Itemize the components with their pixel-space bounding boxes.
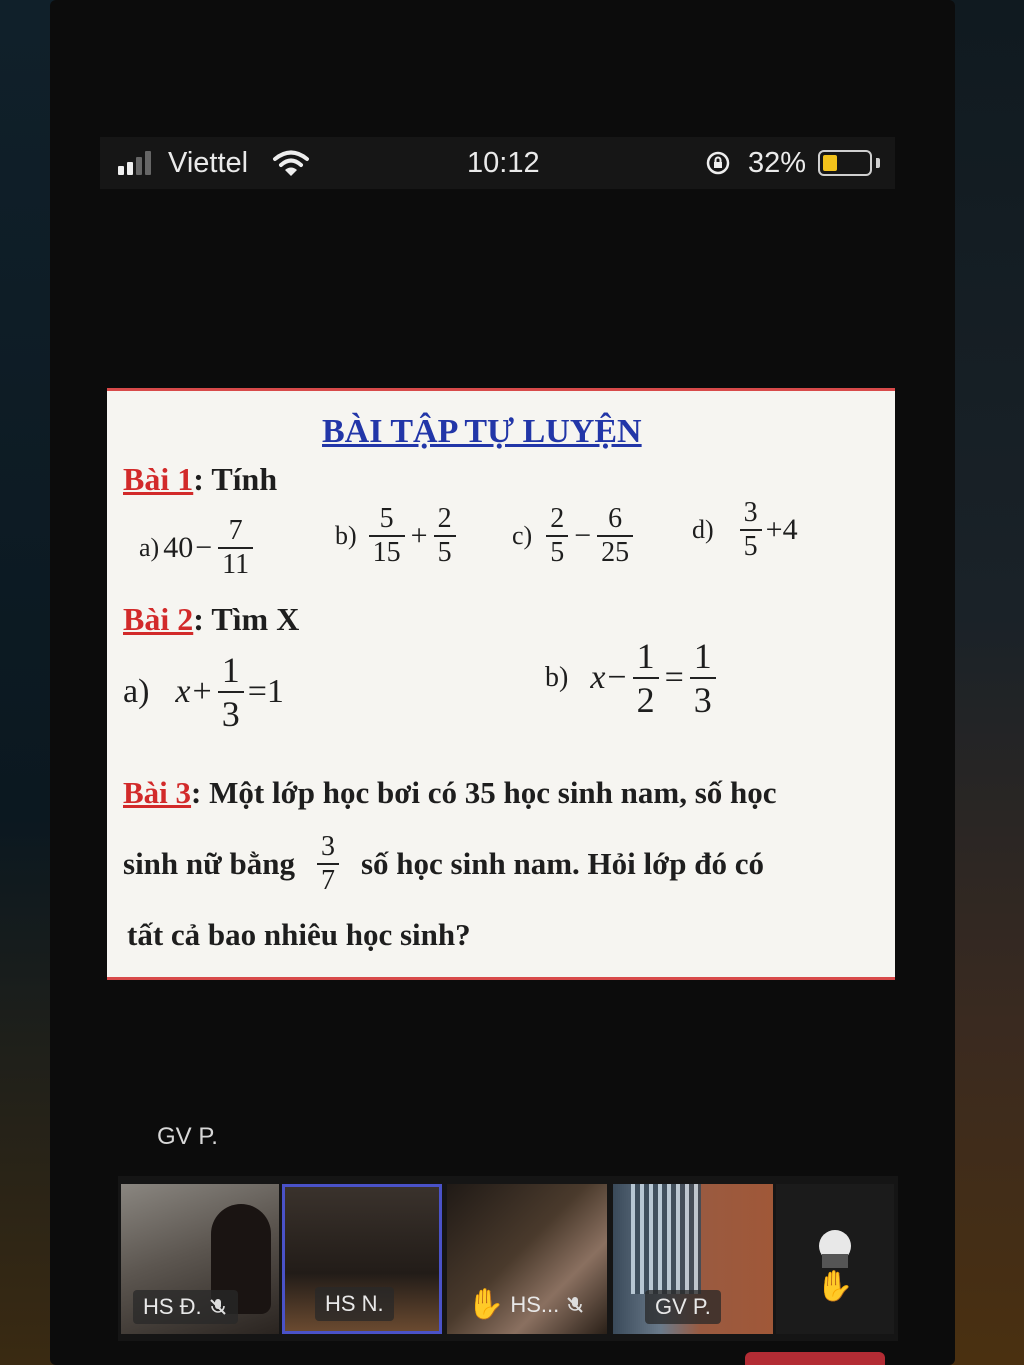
exercise-1-label: Bài 1 [123,461,194,497]
signal-icon [118,151,158,175]
participant-label: ✋ HS... [457,1286,595,1324]
window-bars [631,1184,701,1294]
participant-label: GV P. [645,1290,721,1324]
participant-tile[interactable] [613,1184,773,1334]
participant-tile[interactable] [121,1184,279,1334]
fraction: $\frac{1}{3}$ [690,635,716,721]
status-bar [100,137,895,189]
participant-tile-active[interactable] [282,1184,442,1334]
fraction: $\frac{2}{5}$ [434,503,456,569]
shared-slide [107,388,895,980]
exercise-2a: a) x + $\frac{1}{3}$ =1 [123,650,284,734]
battery-icon [818,150,872,176]
status-time: 10:12 [467,147,540,179]
battery-nub [876,158,880,168]
slide-title: BÀI TẬP TỰ LUYỆN [322,413,642,450]
raised-hand-icon: ✋ [467,1288,505,1321]
participant-tile[interactable] [447,1184,607,1334]
participant-label: HS N. [315,1287,394,1321]
self-avatar-tile[interactable] [776,1184,894,1334]
exercise-3-line-3: tất cả bao nhiêu học sinh? [127,917,471,952]
raised-hand-icon: ✋ [816,1270,854,1303]
battery-percent: 32% [748,147,807,179]
background-right [949,0,1024,1365]
exercise-3-line-1: Bài 3: Một lớp học bơi có 35 học sinh nam, số học [123,775,777,810]
exercise-1b: b) $\frac{5}{15}$ + $\frac{2}{5}$ [335,503,460,569]
exercise-1-heading [123,461,277,498]
exercise-2b: b) x − $\frac{1}{2}$ = $\frac{1}{3}$ [545,635,720,721]
exercise-3-label: Bài 3 [123,775,192,810]
wifi-icon [272,149,310,179]
fraction: $\frac{3}{7}$ [317,831,339,897]
fraction: $\frac{1}{2}$ [633,635,659,721]
exercise-2-heading [123,601,299,638]
exercise-1a: a) 40 − $\frac{7}{11}$ [139,515,257,581]
fraction: $\frac{6}{25}$ [597,503,633,569]
exercise-2-title: : Tìm X [193,601,300,637]
battery-fill [823,155,837,171]
exercise-1-title: : Tính [193,461,278,497]
exercise-1c: c) $\frac{2}{5}$ − $\frac{6}{25}$ [512,503,637,569]
fraction: $\frac{5}{15}$ [369,503,405,569]
exercise-1d: d) $\frac{3}{5}$ +4 [692,497,798,562]
muted-mic-icon [208,1297,228,1317]
fraction: $\frac{1}{3}$ [218,649,244,735]
exercise-3-line-2: sinh nữ bằng $\frac{3}{7}$ số học sinh nam. Hỏi lớp đó có [123,831,765,896]
leave-button-edge[interactable] [745,1352,885,1365]
fraction: $\frac{2}{5}$ [546,503,568,569]
active-speaker-name: GV P. [157,1123,218,1150]
fraction: $\frac{7}{11}$ [218,515,253,581]
muted-mic-icon [565,1295,585,1315]
fraction: $\frac{3}{5}$ [740,497,762,563]
carrier-name: Viettel [168,147,249,179]
participant-label: HS Đ. [133,1290,238,1324]
rotation-lock-icon [706,151,730,175]
exercise-2-label: Bài 2 [123,601,194,637]
